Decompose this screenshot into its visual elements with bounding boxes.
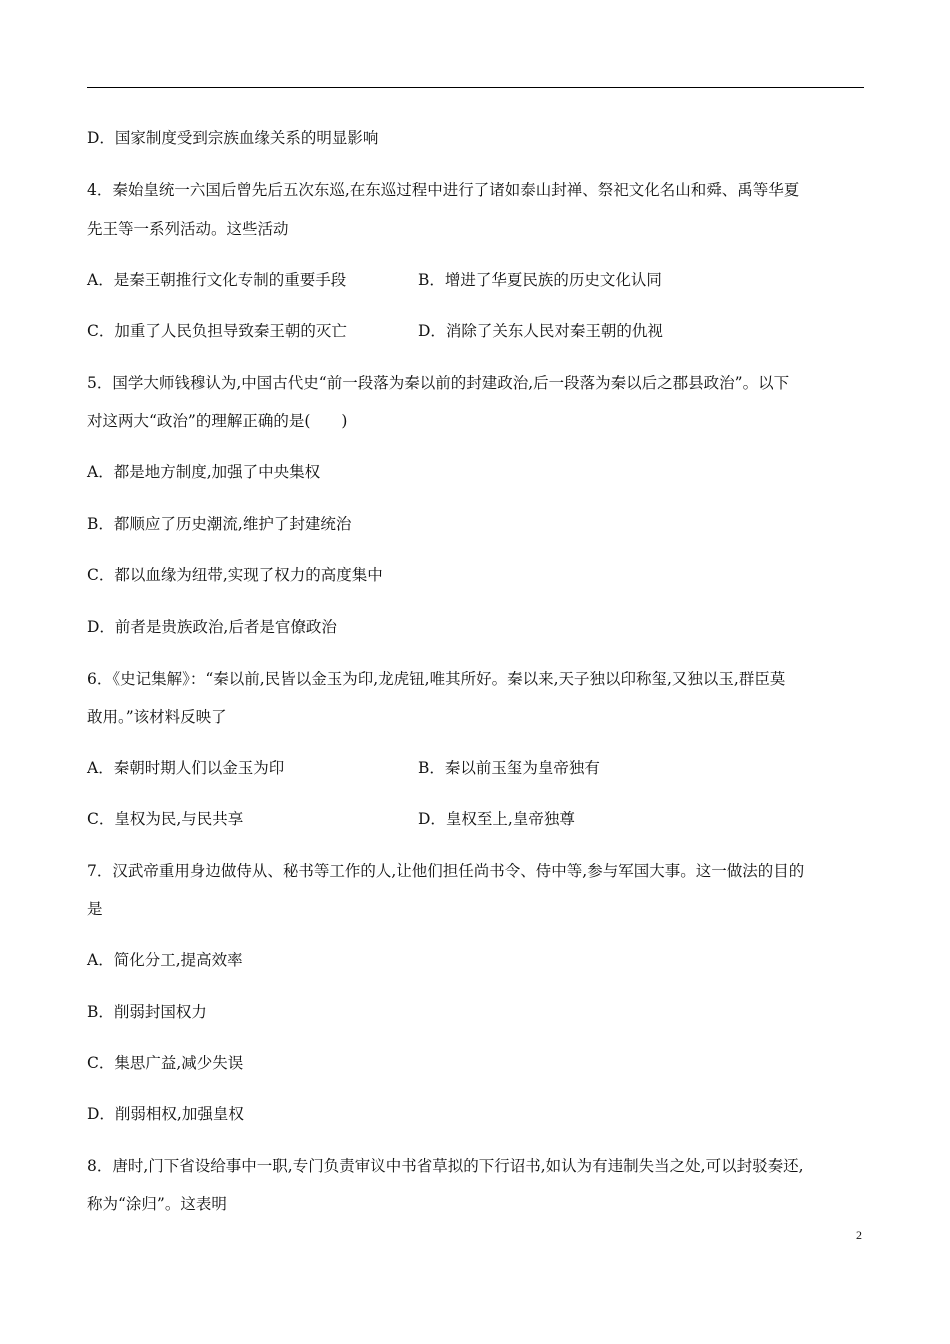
q7-stem-line2: 是 (87, 900, 103, 918)
q4-stem-line2: 先王等一系列活动。这些活动 (87, 220, 289, 238)
q5-option-b: B．都顺应了历史潮流,维护了封建统治 (87, 515, 352, 533)
q8-stem-line1: 8．唐时,门下省设给事中一职,专门负责审议中书省草拟的下行诏书,如认为有违制失当之处,可以封驳奏还, (87, 1157, 804, 1175)
q7-option-d: D．削弱相权,加强皇权 (87, 1105, 244, 1123)
q5-option-d: D．前者是贵族政治,后者是官僚政治 (87, 618, 337, 636)
q5-option-c: C．都以血缘为纽带,实现了权力的高度集中 (87, 566, 383, 584)
q4-option-b: B．增进了华夏民族的历史文化认同 (418, 271, 662, 289)
q7-option-a: A．简化分工,提高效率 (87, 951, 243, 969)
header-rule (87, 87, 864, 88)
q7-option-c: C．集思广益,减少失误 (87, 1054, 244, 1072)
q8-stem-line2: 称为“涂归”。这表明 (87, 1195, 227, 1213)
q5-option-a: A．都是地方制度,加强了中央集权 (87, 463, 321, 481)
q6-option-c: C．皇权为民,与民共享 (87, 810, 244, 828)
q6-option-b: B．秦以前玉玺为皇帝独有 (418, 759, 600, 777)
q5-stem-line2: 对这两大“政治”的理解正确的是( ) (87, 412, 348, 430)
q4-option-c: C．加重了人民负担导致秦王朝的灭亡 (87, 322, 347, 340)
q4-stem-line1: 4．秦始皇统一六国后曾先后五次东巡,在东巡过程中进行了诸如泰山封禅、祭祀文化名山和舜、禹等华夏 (87, 181, 800, 199)
q6-option-d: D．皇权至上,皇帝独尊 (418, 810, 575, 828)
q6-stem-line2: 敢用。”该材料反映了 (87, 708, 227, 726)
q5-stem-line1: 5．国学大师钱穆认为,中国古代史“前一段落为秦以前的封建政治,后一段落为秦以后之郡县政治”。以下 (87, 374, 790, 392)
q6-option-a: A．秦朝时期人们以金玉为印 (87, 759, 285, 777)
q7-option-b: B．削弱封国权力 (87, 1003, 207, 1021)
q6-stem-line1: 6．《史记集解》：“秦以前,民皆以金玉为印,龙虎钮,唯其所好。秦以来,天子独以印称玺,又独以玉,群臣莫 (87, 670, 786, 688)
page-number: 2 (856, 1228, 862, 1242)
q7-stem-line1: 7．汉武帝重用身边做侍从、秘书等工作的人,让他们担任尚书令、侍中等,参与军国大事。这一做法的目的 (87, 862, 805, 880)
q4-option-a: A．是秦王朝推行文化专制的重要手段 (87, 271, 347, 289)
q4-option-d: D．消除了关东人民对秦王朝的仇视 (418, 322, 663, 340)
prev-option-d: D．国家制度受到宗族血缘关系的明显影响 (87, 129, 379, 147)
